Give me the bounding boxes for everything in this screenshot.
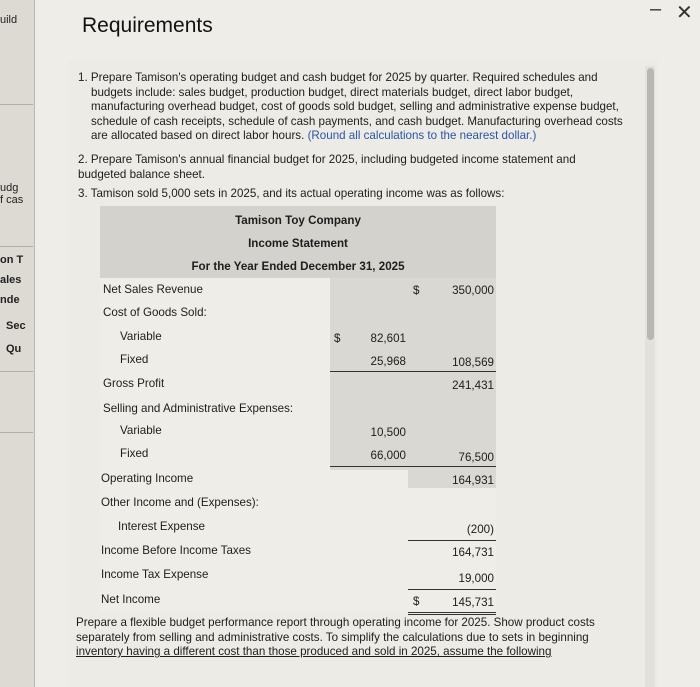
sga-variable-value: 10,500 <box>370 426 406 439</box>
strip-divider <box>0 372 33 433</box>
net-income-label: Net Income <box>101 593 161 606</box>
sga-variable-label: Variable <box>120 424 162 437</box>
underline <box>330 466 496 467</box>
instruction-line: inventory having a different cost than those produced and sold in 2025, assume the following <box>76 645 552 659</box>
underline <box>408 589 496 590</box>
cogs-label: Cost of Goods Sold: <box>103 306 207 319</box>
sga-total-value: 76,500 <box>458 451 494 464</box>
strip-text: udg <box>0 182 19 194</box>
sga-fixed-label: Fixed <box>120 447 149 460</box>
underline <box>408 540 496 541</box>
requirement-line: budgets include: sales budget, production budget, direct materials budget, direct labor budget, <box>91 85 574 99</box>
statement-period: For the Year Ended December 31, 2025 <box>191 260 405 273</box>
net-income-value: 145,731 <box>452 596 494 609</box>
requirement-line: schedule of cash receipts, schedule of cash payments, and cash budget. Manufacturing overhead costs <box>91 114 623 128</box>
income-before-taxes-value: 164,731 <box>452 546 494 559</box>
strip-text: ales <box>0 274 22 286</box>
cogs-variable-value: 82,601 <box>370 332 406 345</box>
currency-symbol: $ <box>413 595 420 608</box>
income-before-taxes-label: Income Before Income Taxes <box>101 544 251 557</box>
cogs-fixed-label: Fixed <box>120 353 149 366</box>
requirement-line: 1. Prepare Tamison's operating budget and cash budget for 2025 by quarter. Required schedules and <box>78 71 598 84</box>
instruction-line: Prepare a flexible budget performance report through operating income for 2025. Show product costs <box>76 616 595 629</box>
requirement-text: are allocated based on direct labor hours. <box>91 129 308 143</box>
strip-text: on T <box>0 254 24 266</box>
net-sales-label: Net Sales Revenue <box>103 283 203 296</box>
requirement-line: 2. Prepare Tamison's annual financial budget for 2025, including budgeted income statement and <box>78 153 576 166</box>
sga-fixed-value: 66,000 <box>370 449 406 462</box>
strip-divider <box>0 246 33 372</box>
income-tax-label: Income Tax Expense <box>101 568 209 581</box>
gross-profit-value: 241,431 <box>452 379 494 392</box>
close-icon[interactable]: ✕ <box>676 2 693 24</box>
interest-expense-label: Interest Expense <box>118 520 206 533</box>
strip-text: uild <box>0 14 18 26</box>
interest-expense-value: (200) <box>466 523 494 536</box>
strip-divider <box>0 0 33 105</box>
other-income-label: Other Income and (Expenses): <box>101 496 259 509</box>
rounding-note: (Round all calculations to the nearest dollar.) <box>307 129 537 143</box>
flexible-budget-instructions <box>76 616 646 660</box>
operating-income-label: Operating Income <box>101 472 194 485</box>
net-sales-value: 350,000 <box>452 284 494 297</box>
operating-income-value: 164,931 <box>452 474 494 487</box>
statement-company: Tamison Toy Company <box>235 214 361 227</box>
strip-text: f cas <box>0 194 24 206</box>
income-tax-value: 19,000 <box>458 572 494 585</box>
amount-column-shade <box>330 278 408 470</box>
sga-label: Selling and Administrative Expenses: <box>103 402 294 415</box>
background-window-strip <box>0 0 35 687</box>
requirement-line: budgeted balance sheet. <box>78 167 205 181</box>
double-underline <box>408 614 496 615</box>
currency-symbol: $ <box>334 332 341 345</box>
currency-symbol: $ <box>413 284 420 297</box>
requirement-3: 3. Tamison sold 5,000 sets in 2025, and its actual operating income was as follows: <box>78 187 505 200</box>
dialog-title: Requirements <box>82 14 213 37</box>
scrollbar-thumb[interactable] <box>647 68 654 340</box>
cogs-fixed-value: 25,968 <box>370 355 406 368</box>
double-underline <box>408 612 496 613</box>
requirement-2 <box>78 153 576 182</box>
requirement-line: manufacturing overhead budget, cost of goods sold budget, selling and administrative expense budget, <box>91 100 619 114</box>
underline <box>330 371 496 372</box>
gross-profit-label: Gross Profit <box>103 377 165 390</box>
statement-name: Income Statement <box>248 237 348 250</box>
cogs-total-value: 108,569 <box>452 356 494 369</box>
cogs-variable-label: Variable <box>120 330 162 343</box>
strip-text: Qu <box>6 343 22 355</box>
strip-text: Sec <box>6 320 26 332</box>
instruction-line: separately from selling and administrative costs. To simplify the calculations due to sets in beginning <box>76 630 589 644</box>
requirement-1 <box>78 71 623 144</box>
strip-text: nde <box>0 294 20 306</box>
minimize-icon[interactable]: – <box>650 0 662 20</box>
requirement-line <box>78 129 623 144</box>
